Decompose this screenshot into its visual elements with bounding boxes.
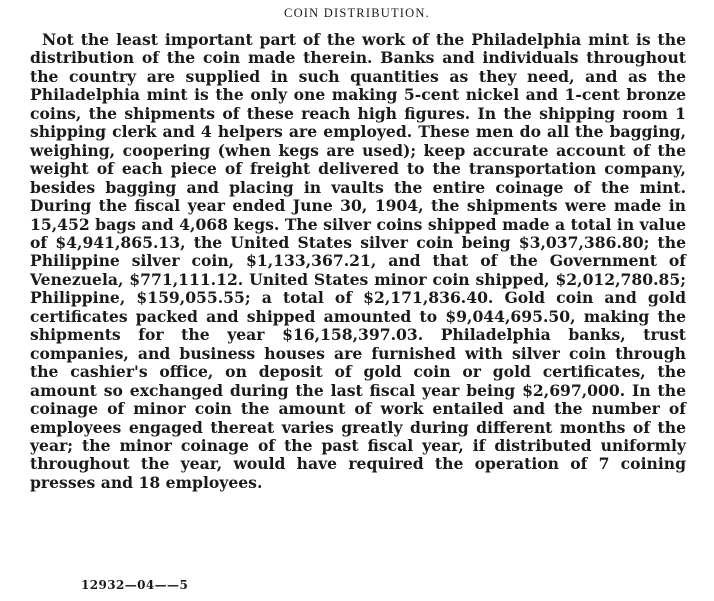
section-heading: COIN DISTRIBUTION. — [284, 6, 430, 20]
body-text — [30, 31, 686, 492]
printer-signature: 12932—04——5 — [81, 578, 189, 592]
paragraph: Not the least important part of the work of the Philadelphia mint is the distribution of the coin made therein. Banks and individuals throughout the country are supplied in such quantities as they need, and as the Philadelphia mint is the only one making 5-cent nickel and 1-cent bronze coins, the shipments of these reach high figures. In the shipping room 1 shipping clerk and 4 helpers are employed. These men do all the bagging, weighing, coopering (when kegs are used); keep accurate account of the weight of each piece of freight delivered to the transportation company, besides bagging and placing in vaults the entire coinage of the mint. During the fiscal year ended June 30, 1904, the shipments were made in 15,452 bags and 4,068 kegs. The silver coins shipped made a total in value of $4,941,865.13, the United States silver coin being $3,037,386.80; the Philippine silver coin, $1,133,367.21, and that of the Government of Venezuela, $771,111.12. United States minor coin shipped, $2,012,780.85; Philippine, $159,055.55; a total of $2,171,836.40. Gold coin and gold certificates packed and shipped amounted to $9,044,695.50, making the shipments for the year $16,158,397.03. Philadelphia banks, trust companies, and business houses are furnished with silver coin through the cashier's office, on deposit of gold coin or gold certificates, the amount so exchanged during the last fiscal year being $2,697,000. In the coinage of minor coin the amount of work entailed and the number of employees engaged thereat varies greatly during different months of the year; the minor coinage of the past fiscal year, if distributed uniformly throughout the year, would have required the operation of 7 coining presses and 18 employees. — [30, 30, 686, 492]
